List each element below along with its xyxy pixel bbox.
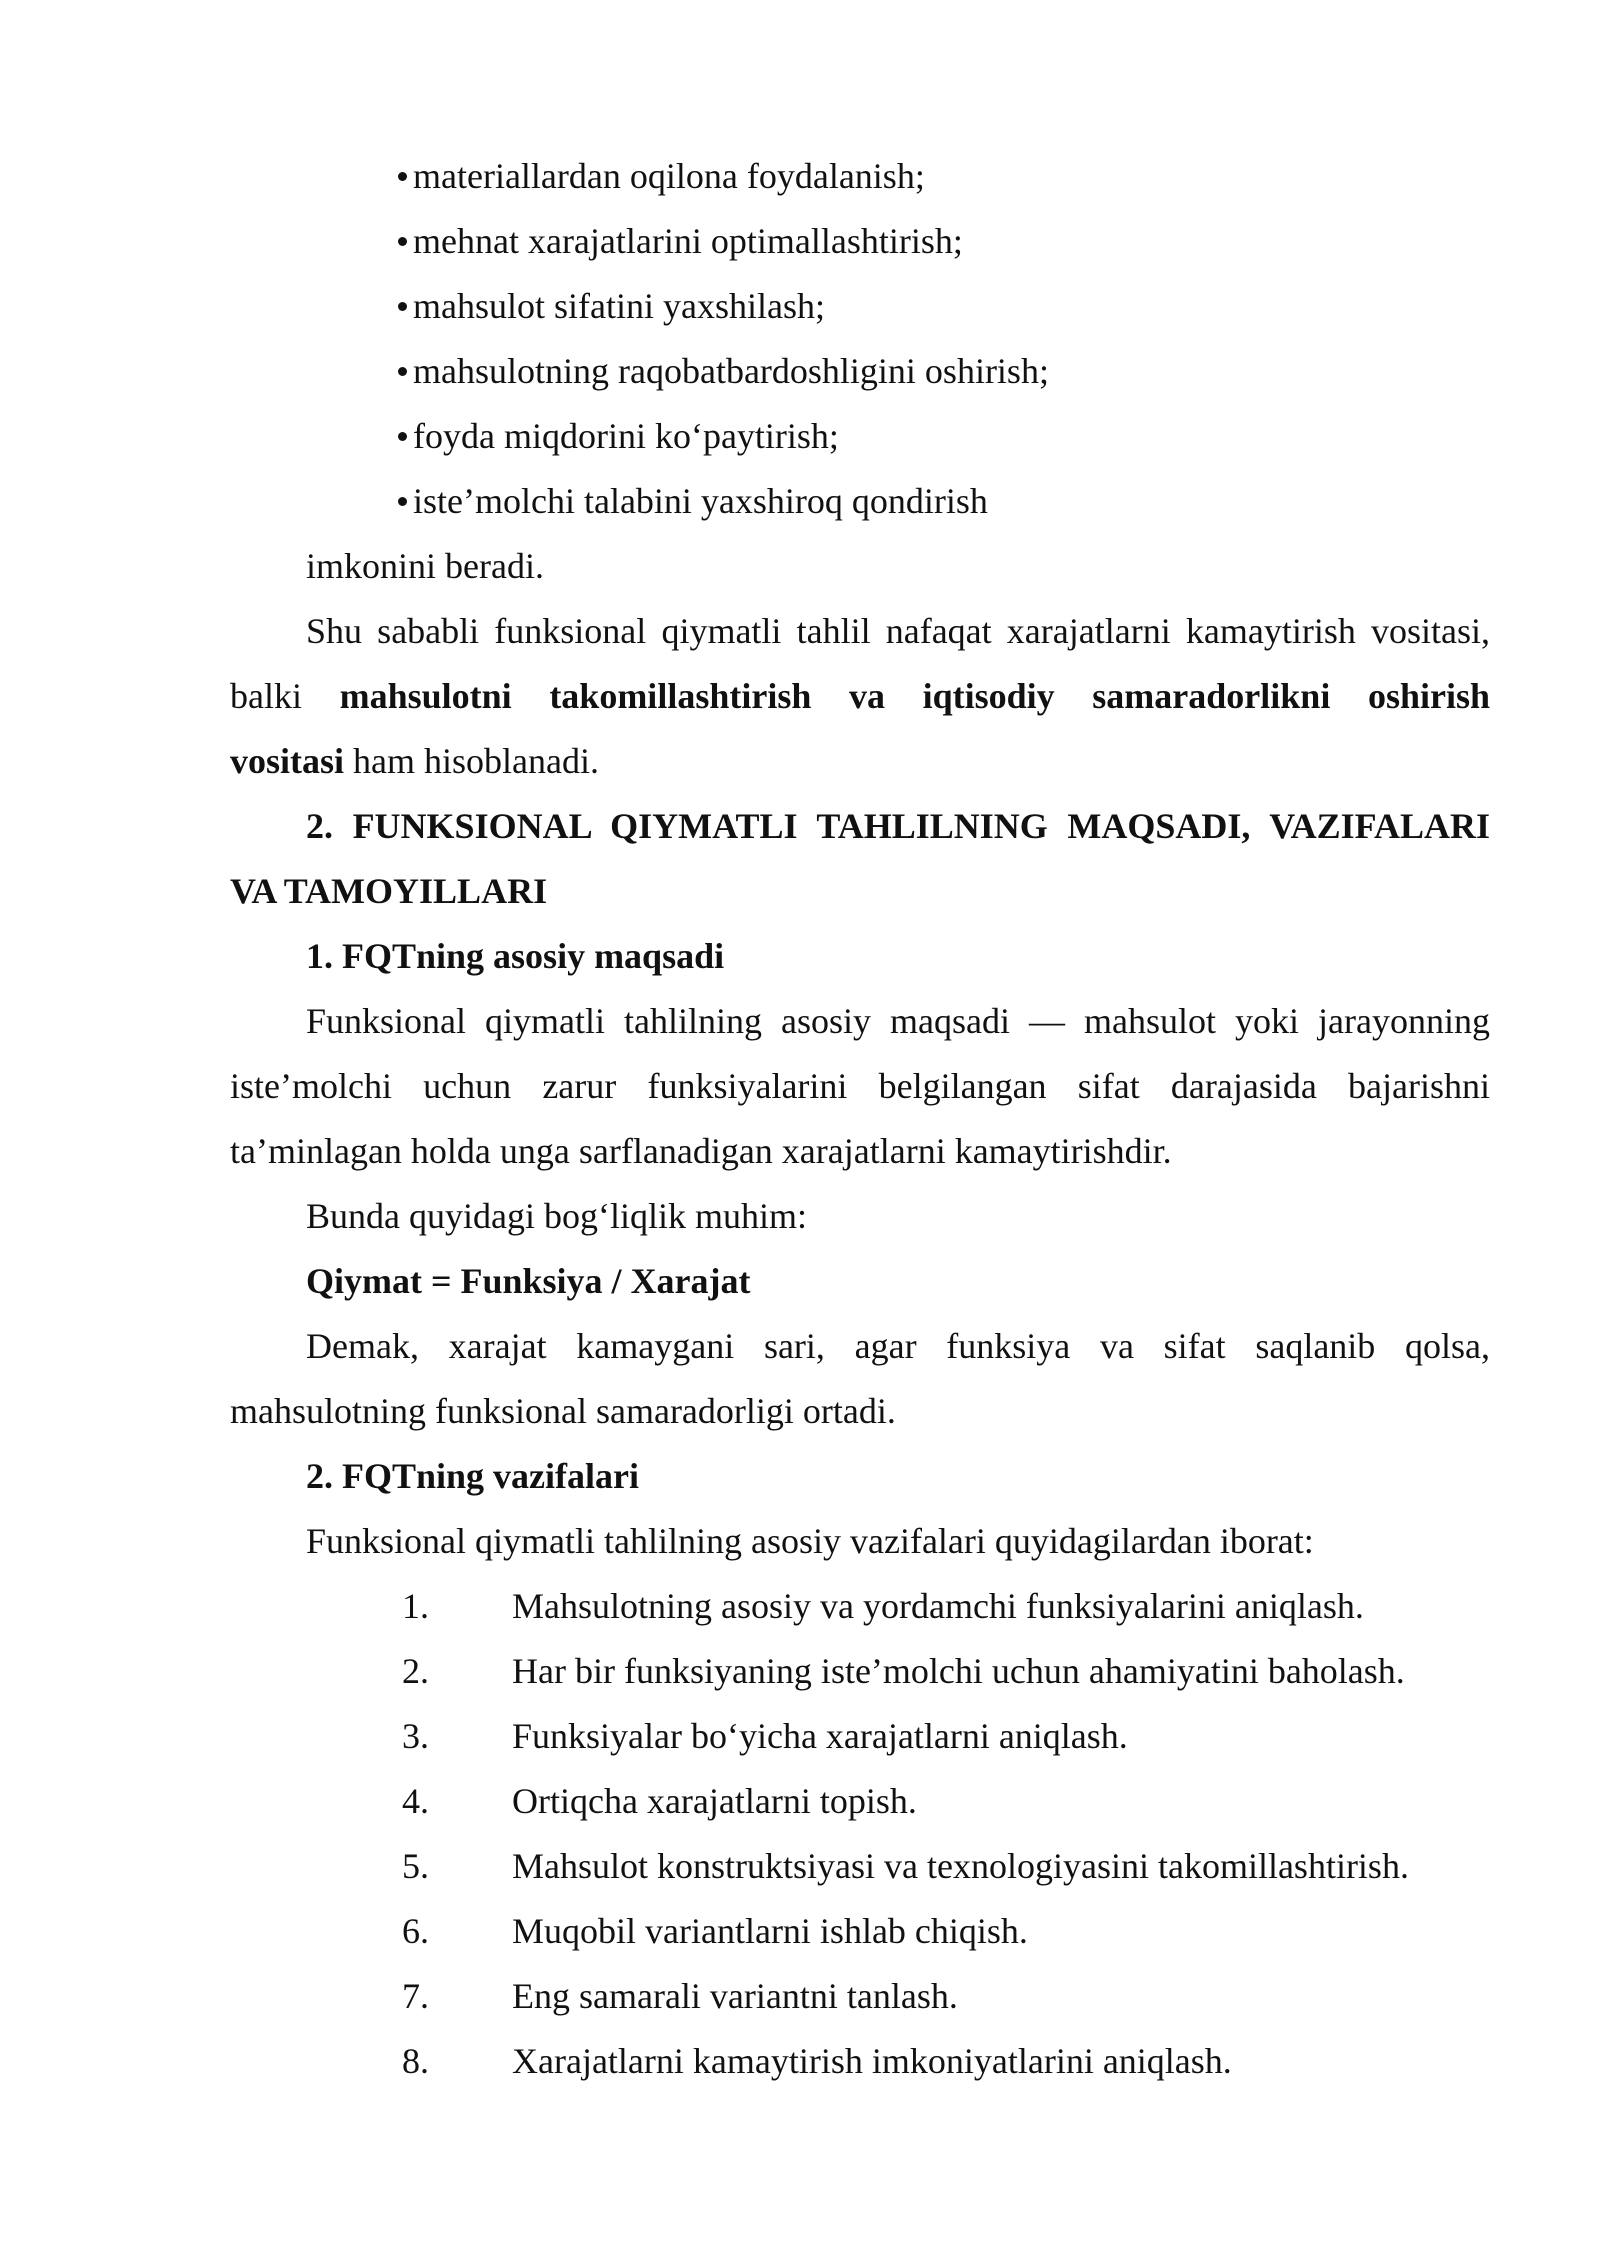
item-text: Eng samarali variantni tanlash. [512, 1976, 958, 2016]
bullet-icon [398, 497, 407, 506]
list-item [398, 347, 1049, 395]
numbered-item [402, 1647, 1405, 1695]
item-number: 8. [402, 2041, 429, 2081]
list-item-text: foyda miqdorini ko‘paytirish; [413, 416, 839, 456]
paragraph-line: Shu sababli funksional qiymatli tahlil nafaqat xarajatlarni kamaytirish vositasi, [306, 611, 1490, 651]
subsection-heading: 1. FQTning asosiy maqsadi [306, 936, 725, 976]
list-item-text: materiallardan oqilona foydalanish; [413, 156, 925, 196]
numbered-item [402, 1582, 1364, 1630]
list-item [398, 152, 925, 200]
item-text: Xarajatlarni kamaytirish imkoniyatlarini aniqlash. [512, 2041, 1232, 2081]
list-item-text: mehnat xarajatlarini optimallashtirish; [413, 221, 963, 261]
item-text: Mahsulot konstruktsiyasi va texnologiyasini takomillashtirish. [512, 1846, 1409, 1886]
bullet-icon [398, 367, 407, 376]
list-item [398, 412, 839, 460]
item-number: 2. [402, 1651, 429, 1691]
item-number: 5. [402, 1846, 429, 1886]
list-item [398, 477, 988, 525]
paragraph-line: Demak, xarajat kamaygani sari, agar funksiya va sifat saqlanib qolsa, [306, 1326, 1490, 1366]
item-text: Mahsulotning asosiy va yordamchi funksiyalarini aniqlash. [512, 1586, 1364, 1626]
bullet-icon [398, 237, 407, 246]
list-item-text: mahsulotning raqobatbardoshligini oshirish; [413, 351, 1049, 391]
subsection-heading: 2. FQTning vazifalari [306, 1456, 639, 1496]
item-text: Har bir funksiyaning iste’molchi uchun ahamiyatini baholash. [512, 1651, 1405, 1691]
numbered-item [402, 1972, 958, 2020]
item-text: Ortiqcha xarajatlarni topish. [512, 1781, 917, 1821]
formula: Qiymat = Funksiya / Xarajat [306, 1261, 751, 1301]
numbered-item [402, 1907, 1028, 1955]
bullet-icon [398, 172, 407, 181]
list-item-text: iste’molchi talabini yaxshiroq qondirish [413, 481, 988, 521]
bullet-icon [398, 302, 407, 311]
item-text: Funksiyalar bo‘yicha xarajatlarni aniqlash. [512, 1716, 1128, 1756]
paragraph-text: balki [230, 676, 302, 716]
numbered-item [402, 1777, 917, 1825]
tasks-intro: Funksional qiymatli tahlilning asosiy vazifalari quyidagilardan iborat: [306, 1521, 1314, 1561]
dependency-intro: Bunda quyidagi bog‘liqlik muhim: [306, 1196, 807, 1236]
bullets-tail: imkonini beradi. [306, 546, 544, 586]
section-heading-continued: VA TAMOYILLARI [230, 871, 548, 911]
paragraph-line [230, 737, 599, 785]
item-number: 6. [402, 1911, 429, 1951]
item-text: Muqobil variantlarni ishlab chiqish. [512, 1911, 1028, 1951]
paragraph-line: mahsulotning funksional samaradorligi ortadi. [230, 1391, 896, 1431]
list-item [398, 282, 825, 330]
item-number: 1. [402, 1586, 429, 1626]
item-number: 7. [402, 1976, 429, 2016]
bullet-icon [398, 432, 407, 441]
item-number: 3. [402, 1716, 429, 1756]
numbered-item [402, 1842, 1409, 1890]
list-item [398, 217, 963, 265]
paragraph-line: ta’minlagan holda unga sarflanadigan xarajatlarni kamaytirishdir. [230, 1131, 1172, 1171]
document-page [230, 0, 1490, 2262]
item-number: 4. [402, 1781, 429, 1821]
section-heading: 2. FUNKSIONAL QIYMATLI TAHLILNING MAQSADI, VAZIFALARI [306, 806, 1490, 846]
paragraph-line [230, 672, 1490, 720]
paragraph-line: iste’molchi uchun zarur funksiyalarini belgilangan sifat darajasida bajarishni [230, 1066, 1490, 1106]
emphasis-text: vositasi [230, 741, 345, 781]
paragraph-text: ham hisoblanadi. [344, 741, 599, 781]
numbered-item [402, 1712, 1128, 1760]
emphasis-text: mahsulotni takomillashtirish va iqtisodiy samaradorlikni oshirish [339, 676, 1490, 716]
list-item-text: mahsulot sifatini yaxshilash; [413, 286, 825, 326]
numbered-item [402, 2037, 1232, 2085]
paragraph-line: Funksional qiymatli tahlilning asosiy maqsadi — mahsulot yoki jarayonning [306, 1001, 1490, 1041]
